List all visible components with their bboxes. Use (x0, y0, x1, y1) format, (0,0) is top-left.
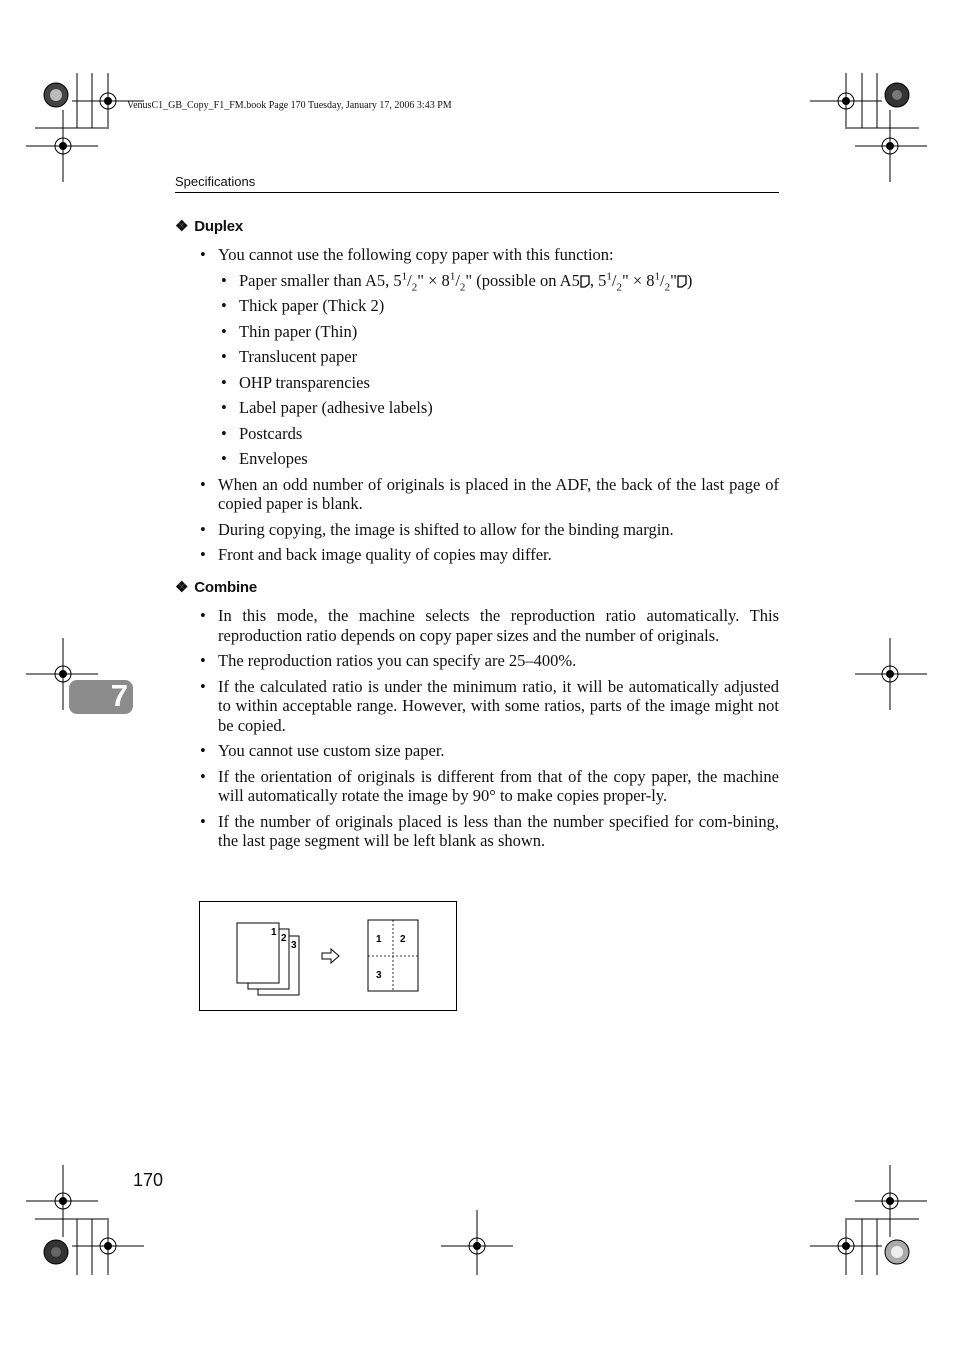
list-item: • If the number of originals placed is less than the number specified for com-bining, the last page segment will be left blank as shown. (218, 812, 779, 851)
original-label: 2 (281, 933, 287, 944)
list-item: • Thin paper (Thin) (239, 322, 779, 342)
list-item: • Postcards (239, 424, 779, 444)
duplex-list (218, 245, 779, 571)
list-item: • OHP transparencies (239, 373, 779, 393)
original-label: 3 (291, 940, 297, 951)
list-item: • You cannot use custom size paper. (218, 741, 779, 761)
list-item: • Envelopes (239, 449, 779, 469)
combine-figure (199, 901, 457, 1011)
list-item: • Front and back image quality of copies may differ. (218, 545, 779, 565)
diamond-bullet-icon: ❖ (175, 579, 189, 596)
diamond-bullet-icon: ❖ (175, 218, 189, 235)
list-item: • Thick paper (Thick 2) (239, 296, 779, 316)
list-item: • Paper smaller than A5, $5^1/_2$" × $8^1/_2$" (possible on A5 , $5^1/_2$" × $8^1/_2$" ) (239, 271, 779, 291)
page-number: 170 (133, 1170, 164, 1190)
list-item: • During copying, the image is shifted to allow for the binding margin. (218, 520, 779, 540)
result-label: 2 (400, 934, 406, 945)
result-label: 1 (376, 934, 382, 945)
list-item: • The reproduction ratios you can specify are 25–400%. (218, 651, 779, 671)
original-label: 1 (271, 927, 277, 938)
list-item: • You cannot use the following copy paper with this function: • Paper smaller than A5, $5^1/_2$" × $8^1/_2$" (possible on A5 , $5^1/_2$" × $8^1/_2$" ) • Thick paper (Thick 2) • Thin paper (Thin) • Translucent paper • OHP transparencies • Label paper (adhesive labels) • Postcards • Envelopes (218, 245, 779, 469)
running-head: Specifications (175, 174, 256, 189)
section-heading-duplex: ❖ Duplex (175, 218, 244, 235)
header-rule (175, 192, 779, 193)
result-label: 3 (376, 970, 382, 981)
portrait-orientation-icon (580, 275, 590, 288)
list-item: • If the orientation of originals is different from that of the copy paper, the machine will automatically rotate the image by 90° to make copies proper-ly. (218, 767, 779, 806)
paper-sublist (239, 271, 779, 469)
file-info: VenusC1_GB_Copy_F1_FM.book Page 170 Tuesday, January 17, 2006 3:43 PM (127, 100, 452, 111)
list-item: • When an odd number of originals is placed in the ADF, the back of the last page of copied paper is blank. (218, 475, 779, 514)
list-item: • If the calculated ratio is under the minimum ratio, it will be automatically adjusted to within acceptable range. However, with some ratios, parts of the image might not be copied. (218, 677, 779, 736)
list-item: • In this mode, the machine selects the reproduction ratio automatically. This reproduction ratio depends on copy paper sizes and the number of originals. (218, 606, 779, 645)
list-item: • Translucent paper (239, 347, 779, 367)
combine-list (218, 606, 779, 857)
chapter-tab: 7 (69, 680, 133, 714)
list-item: • Label paper (adhesive labels) (239, 398, 779, 418)
portrait-orientation-icon (677, 275, 687, 288)
section-heading-combine: ❖ Combine (175, 579, 258, 596)
combine-illustration (200, 902, 456, 1010)
arrow-right-outline-icon (322, 949, 339, 963)
